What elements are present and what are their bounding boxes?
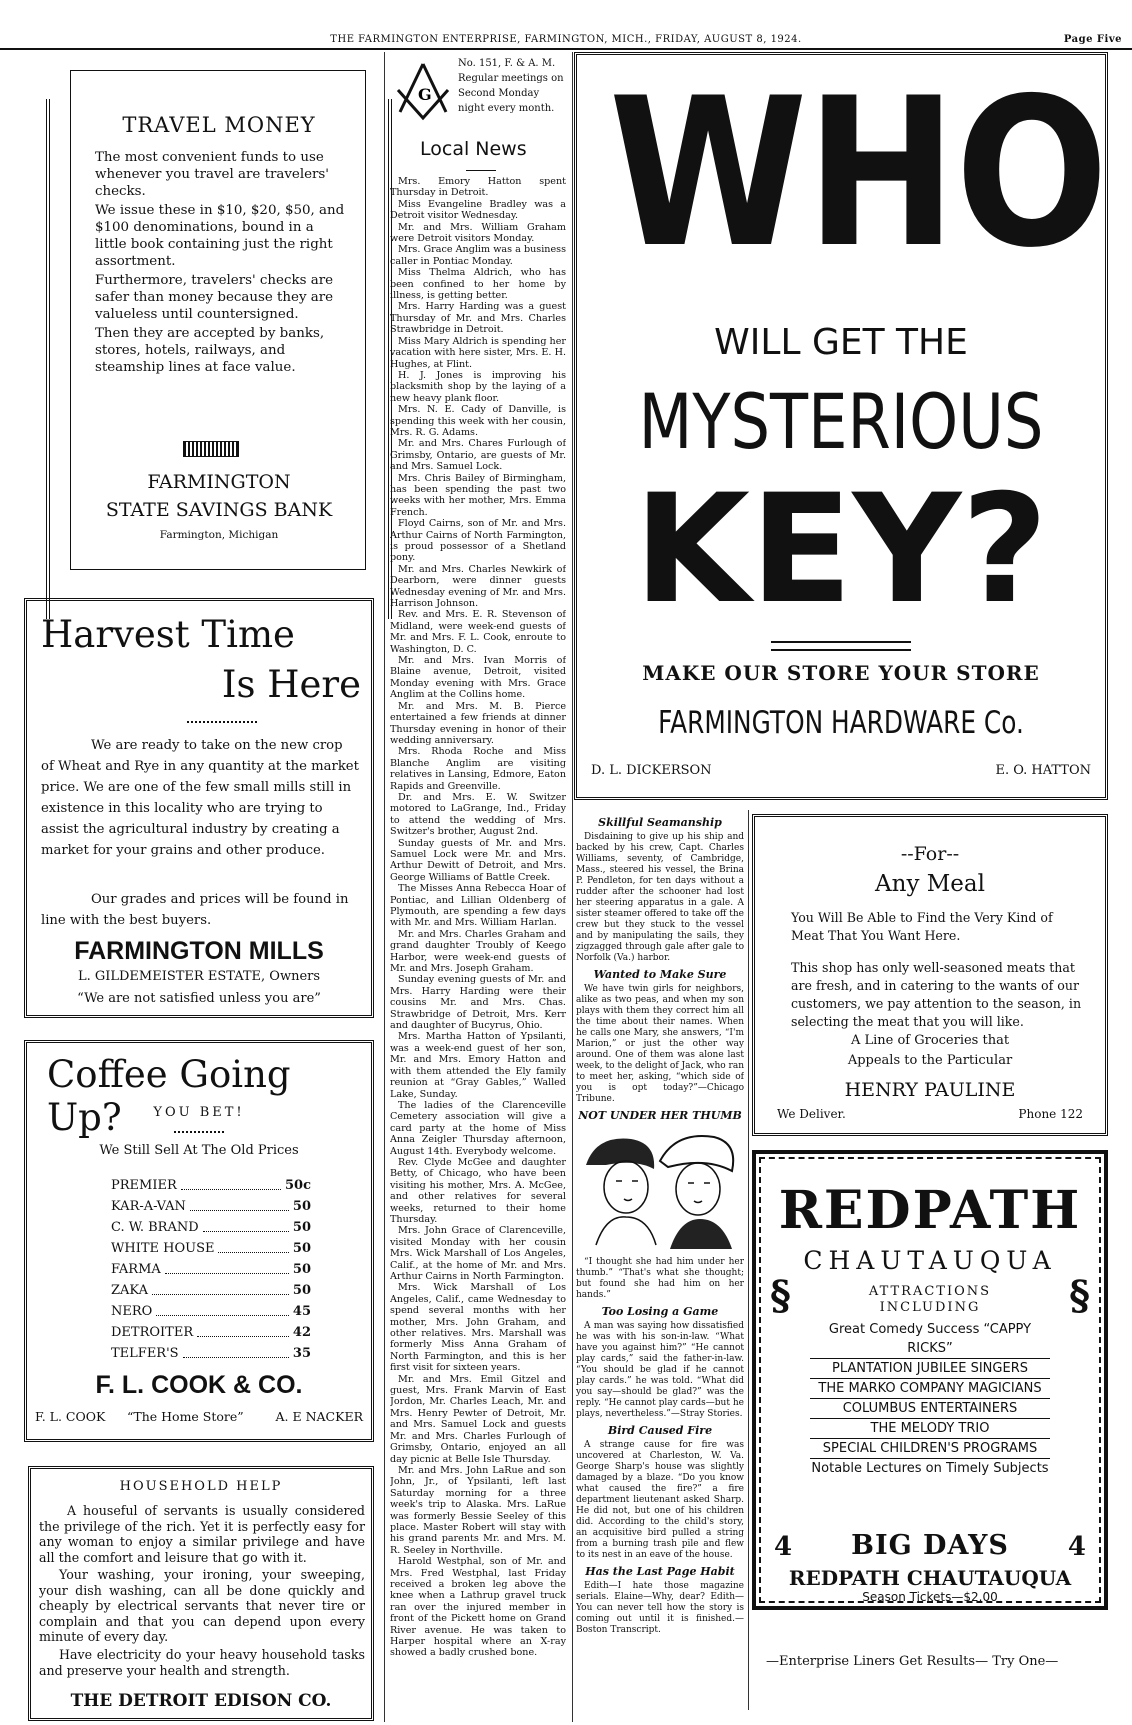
travel-para: We issue these in $10, $20, $50, and $100 denominations, bound in a little book containing just the right assortment. xyxy=(95,203,345,269)
harvest-time-ad xyxy=(24,598,374,1018)
attraction-item: SPECIAL CHILDREN'S PROGRAMS xyxy=(810,1438,1050,1458)
coffee-name: TELFER'S xyxy=(111,1346,179,1361)
season-tickets: Season Tickets—$2.00 xyxy=(862,1590,998,1604)
chautauqua-sub: CHAUTAUQUA xyxy=(803,1246,1057,1275)
page-number: Page Five xyxy=(1063,34,1122,45)
key-headline: KEY? xyxy=(633,463,1049,637)
coffee-name: NERO xyxy=(111,1304,153,1319)
bank-name-2: STATE SAVINGS BANK xyxy=(105,499,333,521)
news-item: Miss Mary Aldrich is spending her vacation with here sister, Mrs. E. H. Hughes, at Flint. xyxy=(390,335,566,370)
for-label: --For-- xyxy=(900,843,960,865)
liners-notice: —Enterprise Liners Get Results— Try One— xyxy=(766,1654,1059,1669)
filler-column xyxy=(576,812,744,1718)
filler-title: Bird Caused Fire xyxy=(607,1424,713,1437)
filler-title: NOT UNDER HER THUMB xyxy=(578,1109,742,1122)
meat-market-ad xyxy=(752,814,1108,1136)
hardware-store-name: FARMINGTON HARDWARE Co. xyxy=(658,705,1024,741)
groceries-line: A Line of Groceries that xyxy=(850,1033,1010,1048)
news-item: Mrs. Rhoda Roche and Miss Blanche Anglim are visiting relatives in Lansing, Edmore, Eaton Rapids and Greenville. xyxy=(390,746,566,792)
news-item: Dr. and Mrs. E. W. Switzer motored to LaGrange, Ind., Friday to attend the wedding of Mrs. Switzer's brother, August 2nd. xyxy=(390,791,566,838)
price-row xyxy=(111,1301,311,1322)
harvest-body: We are ready to take on the new crop of Wheat and Rye in any quantity at the market price. We are one of the few small mills still in existence in this locality who are trying to assist the agricultural industry by creating a market for your grains and other produce. xyxy=(41,738,359,858)
news-item: Mrs. N. E. Cady of Danville, is spending this week with her cousin, Mrs. R. G. Adams. xyxy=(390,404,566,438)
coffee-intro: We Still Sell At The Old Prices xyxy=(99,1143,299,1158)
s-ornament-left: § xyxy=(770,1272,791,1319)
household-help-ad xyxy=(28,1466,374,1721)
price-row xyxy=(111,1322,311,1343)
butcher-name: HENRY PAULINE xyxy=(844,1079,1016,1101)
news-item: Mr. and Mrs. Charles Newkirk of Dearborn, were dinner guests Wednesday evening of Mr. and Mrs. Harrison Johnson. xyxy=(390,563,566,610)
news-item: Mrs. Harry Harding was a guest Thursday of Mr. and Mrs. Charles Strawbridge in Detroit. xyxy=(390,301,566,336)
price-row xyxy=(111,1259,311,1280)
news-item: Mr. and Mrs. M. B. Pierce entertained a few friends at dinner Thursday evening in honor of their wedding anniversary. xyxy=(390,700,566,746)
news-item: Rev. and Mrs. E. R. Stevenson of Midland, were week-end guests of Mr. and Mrs. F. L. Cook, enroute to Washington, D. C. xyxy=(390,609,566,655)
travel-para: Then they are accepted by banks, stores, hotels, railways, and steamship lines at face value. xyxy=(95,326,325,375)
filler-title: Skillful Seamanship xyxy=(598,816,722,829)
news-item: Sunday evening guests of Mr. and Mrs. Harry Harding were their cousins Mr. and Mrs. Chas. Strawbridge of Detroit, Mrs. Kerr and daughter of Bucyrus, Ohio. xyxy=(390,974,566,1032)
divider xyxy=(174,1131,224,1133)
coffee-name: WHITE HOUSE xyxy=(111,1241,215,1256)
news-item: Mr. and Mrs. Ivan Morris of Blaine avenue, Detroit, visited Monday evening with Mrs. Grace Anglim at the Collins home. xyxy=(390,655,566,701)
news-item: The ladies of the Clarenceville Cemetery association will give a card party at the home of Miss Anna Zeigler Thursday afternoon, August 14th. Everybody welcome. xyxy=(390,1099,566,1157)
women-illustration xyxy=(576,1125,744,1253)
coffee-price: 50 xyxy=(292,1283,311,1298)
travel-para: The most convenient funds to use whenever you travel are travelers' checks. xyxy=(95,150,329,199)
travel-para: Furthermore, travelers' checks are safer than money because they are valueless until countersigned. xyxy=(95,273,334,322)
news-item: Mr. and Mrs. Charles Graham and grand daughter Troubly of Keego Harbor, were week-end guests of Mr. and Mrs. Joseph Graham. xyxy=(390,928,566,975)
masonic-emblem-icon xyxy=(392,60,454,122)
including-label: INCLUDING xyxy=(879,1300,981,1315)
coffee-name: PREMIER xyxy=(111,1178,177,1193)
coffee-price: 50 xyxy=(292,1262,311,1277)
book-icon xyxy=(183,441,239,457)
travel-money-ad xyxy=(70,70,366,570)
groceries-line-2: Appeals to the Particular xyxy=(847,1053,1013,1068)
price-row xyxy=(111,1238,311,1259)
filler-text: Edith—I hate those magazine serials. Elaine—Why, dear? Edith—You can never tell how the story is coming out until it is finished.—Boston Transcript. xyxy=(576,1581,744,1635)
household-p3: Have electricity do your heavy household tasks and preserve your health and strength. xyxy=(39,1647,365,1678)
store-slogan: MAKE OUR STORE YOUR STORE xyxy=(642,661,1040,685)
news-item: The Misses Anna Rebecca Hoar of Pontiac, and Lillian Oldenberg of Plymouth, are spending a few days with Mr. and Mrs. William Harlan. xyxy=(390,883,566,929)
coffee-store: F. L. COOK & CO. xyxy=(95,1371,303,1399)
coffee-price: 35 xyxy=(292,1346,311,1361)
coffee-price: 50 xyxy=(292,1220,311,1235)
news-item: Mrs. Martha Hatton of Ypsilanti, was a week-end guest of her son, Mr. and Mrs. Emory Hatton and with them attended the Ely family reunion at “Gray Gables,” Walled Lake, Sunday. xyxy=(390,1031,566,1100)
price-row xyxy=(111,1196,311,1217)
news-item: Harold Westphal, son of Mr. and Mrs. Fred Westphal, last Friday received a broken leg above the knee when a Lathrup gravel truck ran over the injured member in front of the Pickett home on Grand River avenue. He was taken to Harper hospital where an X-ray showed a badly crushed bone. xyxy=(390,1556,566,1659)
coffee-right: A. E NACKER xyxy=(275,1409,363,1424)
coffee-name: DETROITER xyxy=(111,1325,194,1340)
filler-text: A strange cause for fire was uncovered at Charleston, W. Va. George Sharp's house was slightly damaged by a blaze. “Do you know what caused the fire?” a fire department lieutenant asked Sharp. He did not, but one of his children did. According to the child's story, an acquisitive bird pulled a string from a burning trash pile and flew to its nest in an eave of the house. xyxy=(576,1440,744,1560)
mill-name: FARMINGTON MILLS xyxy=(74,937,324,965)
meat-p2: This shop has only well-seasoned meats that are fresh, and in catering to the wants of our customers, we pay attention to the season, in selecting the meat that you will like. xyxy=(791,960,1082,1029)
household-p1: A houseful of servants is usually considered the privilege of the rich. Yet it is perfectly easy for any woman to enjoy a similar privilege and have all the comfort and leisure that go with it. xyxy=(39,1503,365,1565)
redpath-title: REDPATH xyxy=(778,1180,1082,1241)
attraction-item: THE MELODY TRIO xyxy=(810,1418,1050,1438)
harvest-title: Harvest Time xyxy=(41,613,295,656)
harvest-body-2: Our grades and prices will be found in line with the best buyers. xyxy=(41,892,349,928)
price-row xyxy=(111,1343,311,1364)
filler-text: Disdaining to give up his ship and backed by his crew, Capt. Charles Williams, seventy, of Cambridge, Mass., steered his vessel, the Brina P. Pendleton, for ten days without a rudder after the schooner had lost her steering apparatus in a gale. A sister steamer offered to take off the crew but they stuck to the vessel and by manipulating the sails, they zigzagged through gale after gale to Norfolk (Va.) harbor. xyxy=(576,832,744,963)
any-meal: Any Meal xyxy=(875,871,985,897)
filler-text: “I thought she had him under her thumb.” “That's what she thought; but found she had him on her hands.” xyxy=(576,1257,744,1300)
hardware-key-ad xyxy=(574,52,1108,800)
news-item: Mrs. Emory Hatton spent Thursday in Detroit. xyxy=(390,176,566,199)
filler-title: Wanted to Make Sure xyxy=(593,968,727,981)
news-item: Miss Evangeline Bradley was a Detroit visitor Wednesday. xyxy=(390,198,566,222)
filler-title: Too Losing a Game xyxy=(601,1305,719,1318)
attraction-item: THE MARKO COMPANY MAGICIANS xyxy=(810,1378,1050,1398)
column-rule xyxy=(748,810,749,1710)
coffee-title: Coffee Going Up? xyxy=(47,1053,291,1139)
coffee-mid: “The Home Store” xyxy=(127,1409,244,1424)
meat-p1: You Will Be Able to Find the Very Kind of Meat That You Want Here. xyxy=(791,910,1053,943)
news-item: Mr. and Mrs. William Graham were Detroit visitors Monday. xyxy=(390,221,566,245)
masthead xyxy=(0,30,1132,50)
divider xyxy=(466,170,496,171)
filler-text: A man was saying how dissatisfied he was with his son-in-law. “What have you against him?” “He cannot play cards,” said the father-in-law. “You should be glad if he cannot play cards.” he was told. “What did you say—should be glad?” was the reply. “He cannot play cards—but he plays, nevertheless.”—Stray Stories. xyxy=(576,1321,744,1419)
phone-number: Phone 122 xyxy=(1018,1107,1083,1121)
news-item: Sunday guests of Mr. and Mrs. Samuel Lock were Mr. and Mrs. Arthur Dewitt of Detroit, and Mrs. George Williams of Battle Creek. xyxy=(390,837,566,883)
redpath-chautauqua-ad xyxy=(752,1150,1108,1610)
coffee-price: 50c xyxy=(284,1178,311,1193)
divider xyxy=(771,641,911,651)
column-rule xyxy=(572,52,573,1722)
news-item: Mrs. Wick Marshall of Los Angeles, Calif., came Wednesday to spend several months with her mother, Mrs. John Graham, and other relatives. Mrs. Marshall was formerly Miss Anna Graham of North Farmington, and this is her first visit for sixteen years. xyxy=(390,1282,566,1374)
mill-motto: “We are not satisfied unless you are” xyxy=(77,991,321,1006)
household-title: HOUSEHOLD HELP xyxy=(119,1479,283,1494)
who-headline: WHO xyxy=(608,55,1107,293)
will-get-the: WILL GET THE xyxy=(714,322,968,363)
price-row xyxy=(111,1175,311,1196)
redpath-bottom: REDPATH CHAUTAUQUA xyxy=(788,1566,1072,1590)
news-item: Mr. and Mrs. John LaRue and son John, Jr., of Ypsilanti, left last Saturday morning for a three week's trip to Alaska. Mrs. LaRue was formerly Bessie Seeley of this place. Master Robert will stay with his grand parents Mr. and Mrs. M. R. Seeley in Northville. xyxy=(390,1464,566,1556)
bank-name: FARMINGTON xyxy=(147,471,291,493)
edison-name: THE DETROIT EDISON CO. xyxy=(70,1691,332,1711)
price-list xyxy=(111,1175,311,1364)
proprietor-left: D. L. DICKERSON xyxy=(591,763,712,778)
coffee-name: KAR-A-VAN xyxy=(111,1199,186,1214)
local-news-title: Local News xyxy=(420,138,527,160)
coffee-sub: YOU BET! xyxy=(153,1105,245,1120)
news-item: Floyd Cairns, son of Mr. and Mrs. Arthur Cairns of North Farmington, is proud possessor of a Shetland pony. xyxy=(390,518,566,564)
news-item: Miss Thelma Aldrich, who has been confined to her home by illness, is getting better. xyxy=(390,267,566,302)
mysterious: MYSTERIOUS xyxy=(638,377,1044,466)
news-item: Mrs. Chris Bailey of Birmingham, has been spending the past two weeks with her mother, Mrs. Emma French. xyxy=(390,472,566,518)
we-deliver: We Deliver. xyxy=(777,1107,846,1121)
coffee-left: F. L. COOK xyxy=(35,1409,106,1424)
travel-title: TRAVEL MONEY xyxy=(122,113,316,137)
attraction-item: Notable Lectures on Timely Subjects xyxy=(810,1458,1050,1478)
attraction-item: PLANTATION JUBILEE SINGERS xyxy=(810,1358,1050,1378)
attractions-label: ATTRACTIONS xyxy=(868,1284,992,1299)
local-news-column xyxy=(390,176,566,1718)
household-p2: Your washing, your ironing, your sweeping, your dish washing, can all be done quickly and cheaply by electrical servants that never tire or complain and that you can depend upon every minute of every day. xyxy=(39,1567,365,1644)
news-item: Mrs. Grace Anglim was a business caller in Pontiac Monday. xyxy=(390,244,566,267)
coffee-price: 50 xyxy=(292,1199,311,1214)
news-item: Mr. and Mrs. Chares Furlough of Grimsby, Ontario, are guests of Mr. and Mrs. Samuel Lock. xyxy=(390,438,566,473)
big-days: BIG DAYS xyxy=(851,1530,1009,1561)
news-item: Rev. Clyde McGee and daughter Betty, of Chicago, who have been visiting his mother, Mrs. A. McGee, and other relatives for several weeks, returned to their home Thursday. xyxy=(390,1156,566,1225)
coffee-price: 50 xyxy=(292,1241,311,1256)
attraction-item: Great Comedy Success “CAPPY RICKS” xyxy=(828,1322,1032,1356)
filler-title: Has the Last Page Habit xyxy=(585,1565,735,1578)
lodge-notice: No. 151, F. & A. M. Regular meetings on Second Monday night every month. xyxy=(458,58,564,114)
coffee-price: 42 xyxy=(292,1325,311,1340)
bank-location: Farmington, Michigan xyxy=(159,529,279,541)
s-ornament-right: § xyxy=(1069,1272,1090,1319)
days-number-left: 4 xyxy=(774,1532,793,1562)
harvest-title-2: Is Here xyxy=(221,663,361,706)
attraction-item: COLUMBUS ENTERTAINERS xyxy=(810,1398,1050,1418)
news-item: Mr. and Mrs. Emil Gitzel and guest, Mrs. Frank Marvin of East Jordon, Mr. Charles Leach, Mr. and Mrs. Henry Pewter of Detroit, Mr. and Mrs. Samuel Lock and guests Mr. and Mrs. Charles Furlough of Grimsby, Ontario, enjoyed an all day picnic at Belle Isle Thursday. xyxy=(390,1373,566,1465)
proprietor-right: E. O. HATTON xyxy=(995,763,1091,778)
coffee-ad xyxy=(24,1040,374,1442)
coffee-name: FARMA xyxy=(111,1262,161,1277)
news-item: Mrs. John Grace of Clarenceville, visited Monday with her cousin Mrs. Wick Marshall of Los Angeles, Calif., at the home of Mr. and Mrs. Arthur Cairns in North Farmington. xyxy=(390,1225,566,1282)
news-item: H. J. Jones is improving his blacksmith shop by the laying of a new heavy plank floor. xyxy=(390,369,566,404)
price-row xyxy=(111,1217,311,1238)
coffee-name: C. W. BRAND xyxy=(111,1220,199,1235)
coffee-price: 45 xyxy=(292,1304,311,1319)
coffee-name: ZAKA xyxy=(111,1283,148,1298)
masthead-title: THE FARMINGTON ENTERPRISE, FARMINGTON, MICH., FRIDAY, AUGUST 8, 1924. xyxy=(330,34,802,45)
svg-text:G: G xyxy=(418,85,432,104)
days-number-right: 4 xyxy=(1067,1532,1086,1562)
mill-owners: L. GILDEMEISTER ESTATE, Owners xyxy=(77,969,321,984)
price-row xyxy=(111,1280,311,1301)
filler-text: We have twin girls for neighbors, alike as two peas, and when my son plays with them they correct him all the time about their names. When he calls one Mary, she answers, “I'm Marion,” or just the other way around. One of them was alone last week, to the delight of Jack, who ran to meet her, asking, “which side of you is opt today?”—Chicago Tribune. xyxy=(576,984,744,1104)
divider xyxy=(187,721,257,723)
